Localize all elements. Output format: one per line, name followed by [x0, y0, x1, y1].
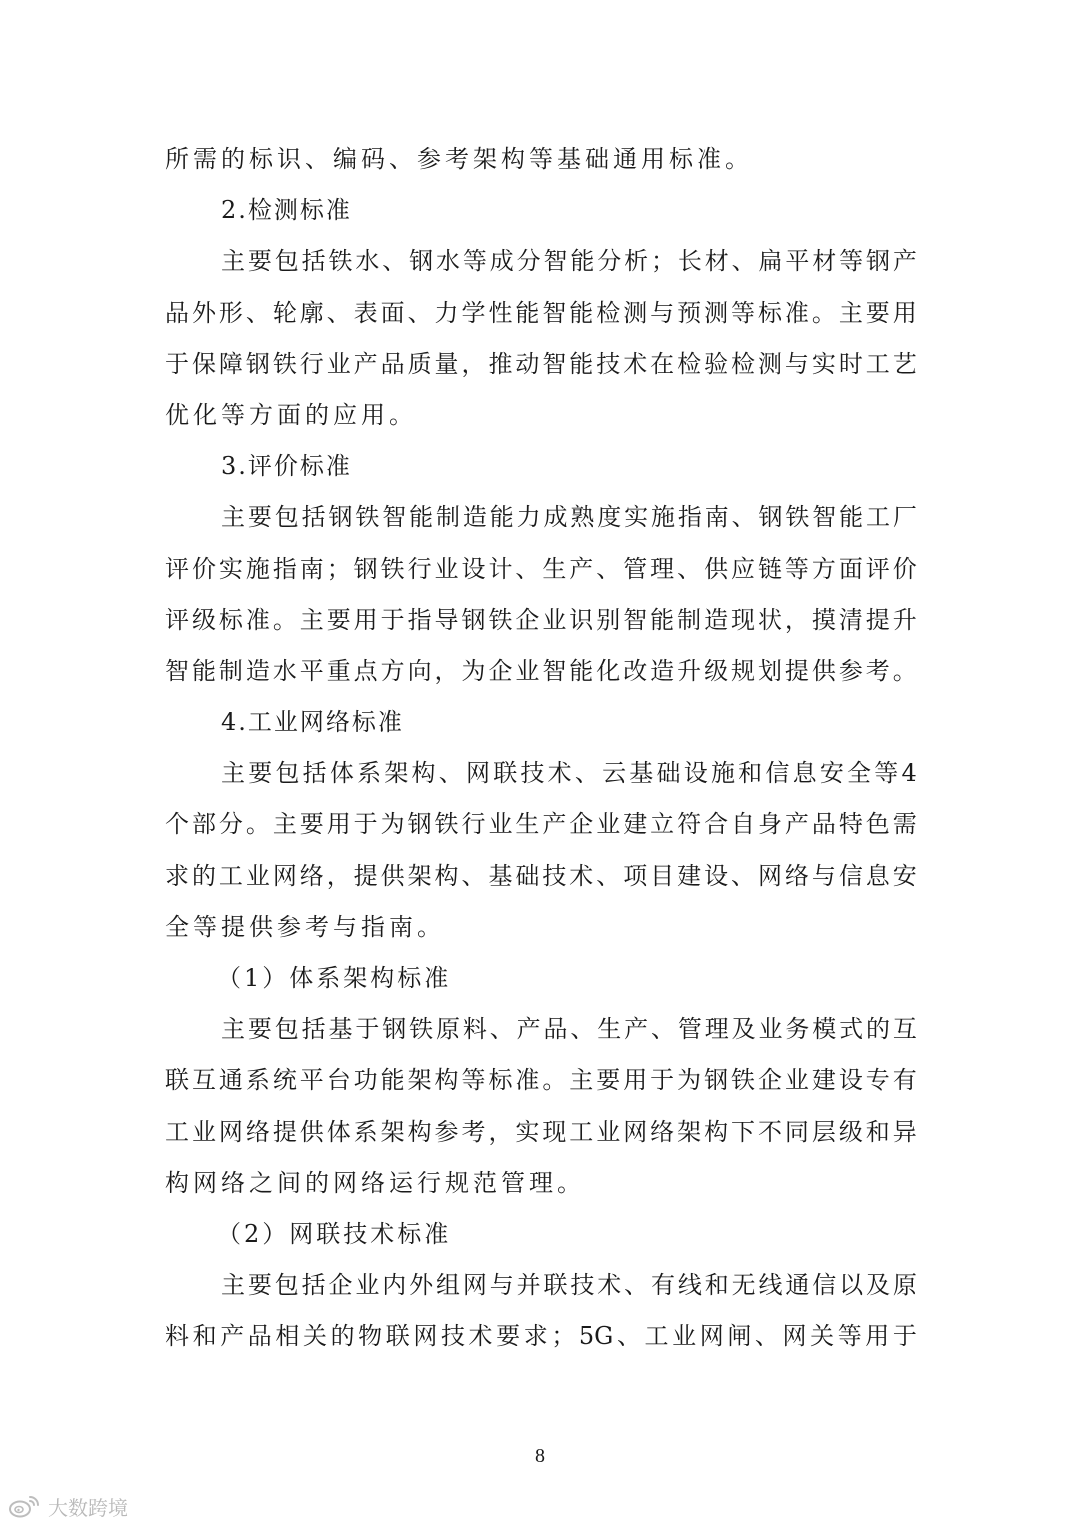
text-line: 个 部 分 。 主 要 用 于 为 钢 铁 行 业 生 产 企 业 建 立 符 合 自 身 产 品 特 色 需: [165, 810, 917, 839]
text-line: 工 业 网 络 提 供 体 系 架 构 参 考 ， 实 现 工 业 网 络 架 构 下 不 同 层 级 和 异: [165, 1117, 917, 1146]
text-line: 主 要 包 括 钢 铁 智 能 制 造 能 力 成 熟 度 实 施 指 南 、 钢 铁 智 能 工 厂: [221, 503, 917, 532]
text-line: 料 和 产 品 相 关 的 物 联 网 技 术 要 求 ； 5G 、 工 业 网 闸 、 网 关 等 用 于: [165, 1322, 917, 1351]
text-line: （1）体系架构标准: [217, 964, 452, 992]
text-line: 联 互 通 系 统 平 台 功 能 架 构 等 标 准 。 主 要 用 于 为 钢 铁 企 业 建 设 专 有: [165, 1066, 917, 1095]
body-text: [165, 134, 917, 1363]
text-line: 3.评价标准: [221, 452, 352, 481]
page-number: 8: [535, 1445, 545, 1467]
text-line: 4.工业网络标准: [221, 708, 404, 737]
text-line: 2.检测标准: [221, 196, 352, 225]
text-line: 全等提供参考与指南。: [165, 912, 445, 941]
text-line: 智 能 制 造 水 平 重 点 方 向 ， 为 企 业 智 能 化 改 造 升 级 规 划 提 供 参 考 。: [165, 656, 917, 685]
text-line: 优化等方面的应用。: [165, 400, 417, 429]
text-line: 主 要 包 括 基 于 钢 铁 原 料 、 产 品 、 生 产 、 管 理 及 业 务 模 式 的 互: [221, 1015, 917, 1044]
text-line: 主 要 包 括 铁 水 、 钢 水 等 成 分 智 能 分 析 ； 长 材 、 扁 平 材 等 钢 产: [221, 247, 917, 276]
text-line: 主 要 包 括 体 系 架 构 、 网 联 技 术 、 云 基 础 设 施 和 信 息 安 全 等 4: [221, 759, 917, 788]
text-line: （2）网联技术标准: [217, 1219, 452, 1248]
text-line: 所需的标识、编码、参考架构等基础通用标准。: [165, 145, 753, 173]
weibo-logo-icon: [8, 1493, 42, 1519]
watermark-text: 大数跨境: [48, 1495, 128, 1520]
text-line: 构网络之间的网络运行规范管理。: [165, 1168, 585, 1197]
text-line: 评 价 实 施 指 南 ； 钢 铁 行 业 设 计 、 生 产 、 管 理 、 供 应 链 等 方 面 评 价: [165, 554, 917, 583]
text-line: 于 保 障 钢 铁 行 业 产 品 质 量 ， 推 动 智 能 技 术 在 检 验 检 测 与 实 时 工 艺: [165, 349, 917, 378]
text-line: 品 外 形 、 轮 廓 、 表 面 、 力 学 性 能 智 能 检 测 与 预 测 等 标 准 。 主 要 用: [165, 298, 917, 327]
watermark: [8, 1491, 128, 1521]
text-line: 主 要 包 括 企 业 内 外 组 网 与 并 联 技 术 、 有 线 和 无 线 通 信 以 及 原: [221, 1271, 917, 1300]
text-line: 求 的 工 业 网 络 ， 提 供 架 构 、 基 础 技 术 、 项 目 建 设 、 网 络 与 信 息 安: [165, 861, 917, 890]
text-line: 评 级 标 准 。 主 要 用 于 指 导 钢 铁 企 业 识 别 智 能 制 造 现 状 ， 摸 清 提 升: [165, 605, 917, 634]
